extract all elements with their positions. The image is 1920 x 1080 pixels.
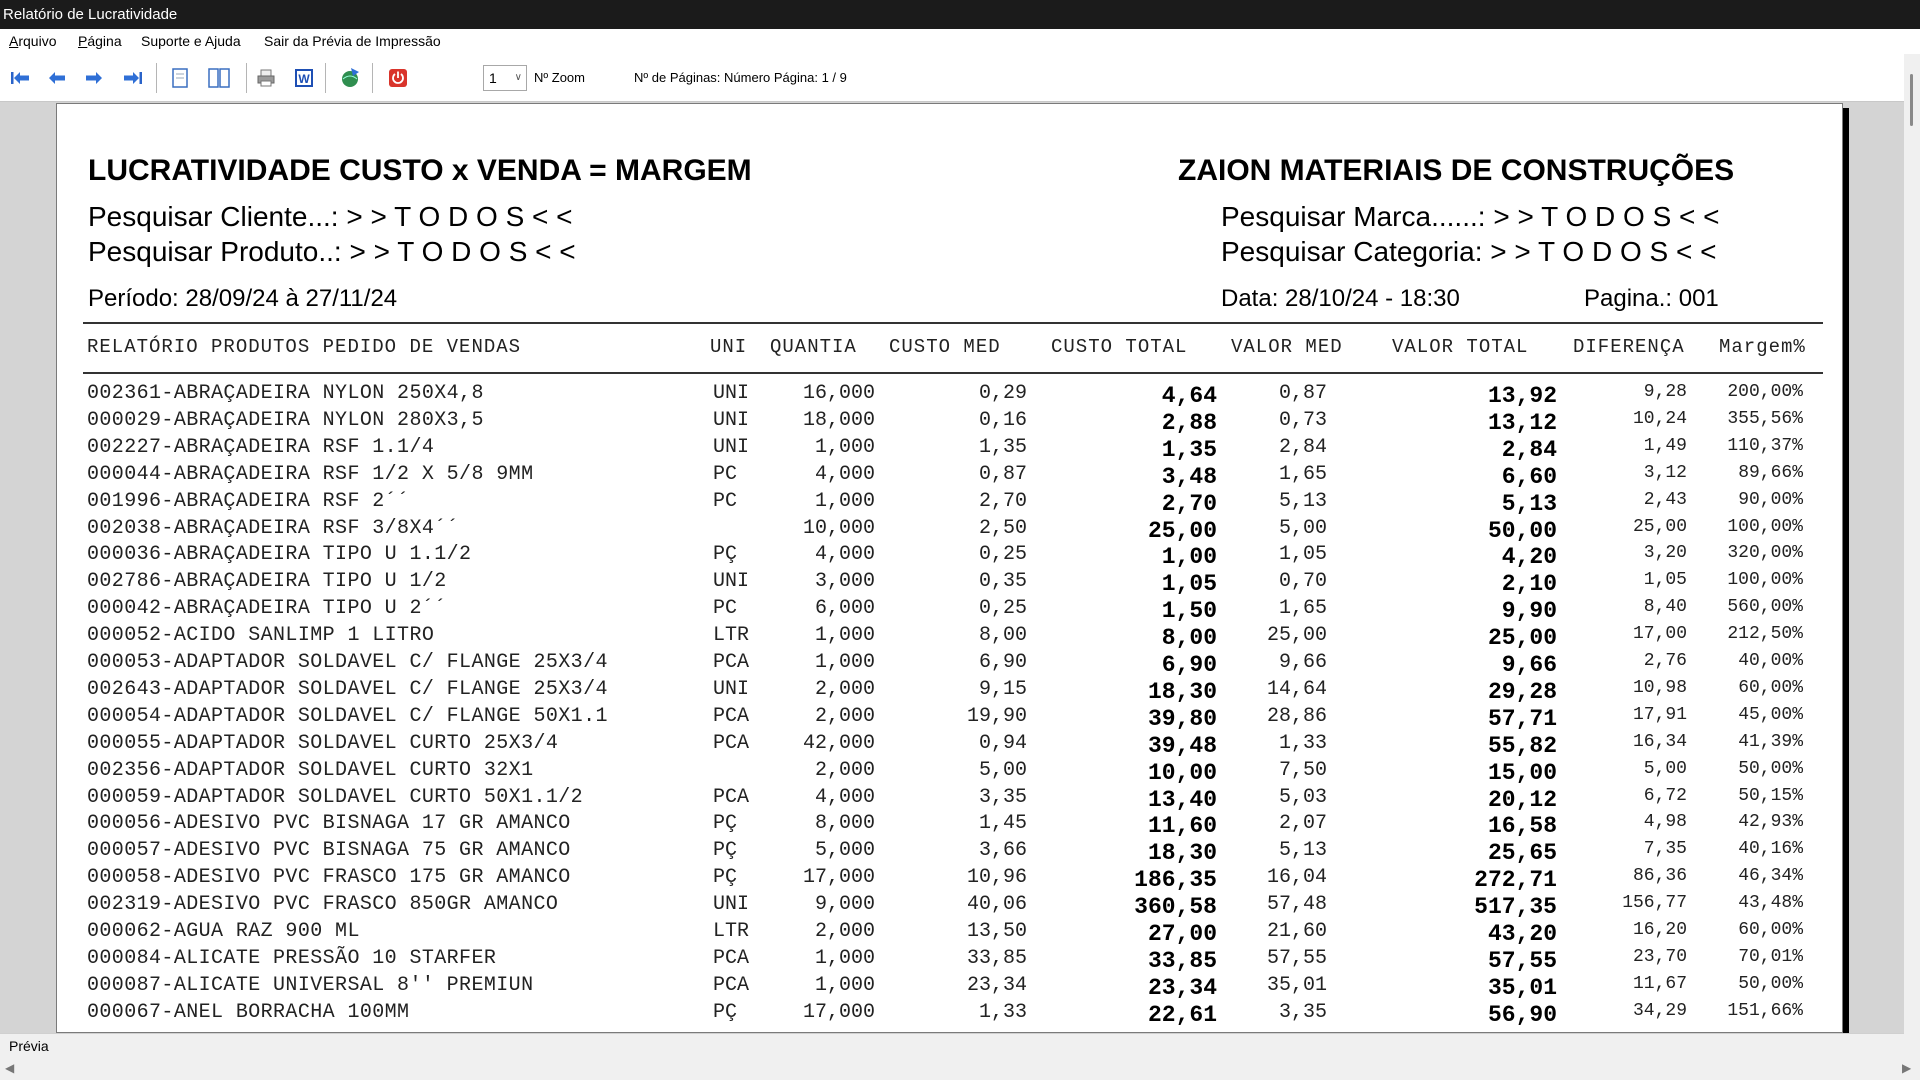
cell-valor-med: 2,84 xyxy=(1278,435,1327,459)
cell-produto: 000084-ALICATE PRESSÃO 10 STARFER xyxy=(87,946,497,970)
cell-valor-med: 9,66 xyxy=(1278,651,1327,674)
cell-uni: PCA xyxy=(713,651,750,674)
cell-valor-total: 57,55 xyxy=(1487,947,1557,974)
cell-quantia: 6,000 xyxy=(814,597,875,621)
cell-valor-total: 15,00 xyxy=(1487,759,1557,786)
header-divider-bottom xyxy=(83,372,1823,374)
cell-produto: 000058-ADESIVO PVC FRASCO 175 GR AMANCO xyxy=(87,866,571,890)
cell-uni: PÇ xyxy=(713,1000,738,1024)
cell-diferenca: 16,34 xyxy=(1632,731,1687,752)
table-row xyxy=(57,786,1843,813)
cell-valor-total: 25,65 xyxy=(1487,840,1557,867)
cell-valor-total: 4,20 xyxy=(1501,544,1557,571)
cell-custo-total: 39,80 xyxy=(1147,705,1217,732)
cell-quantia: 10,000 xyxy=(802,516,875,540)
cell-custo-med: 0,29 xyxy=(978,382,1027,405)
cell-custo-med: 3,66 xyxy=(978,839,1027,863)
table-row xyxy=(57,705,1843,732)
cell-diferenca: 1,49 xyxy=(1643,435,1687,456)
cell-valor-total: 9,66 xyxy=(1501,652,1557,678)
print-icon[interactable] xyxy=(254,66,278,90)
cell-margem: 560,00% xyxy=(1727,597,1803,618)
cell-uni: PC xyxy=(713,597,738,621)
table-row xyxy=(57,732,1843,759)
previous-page-icon[interactable] xyxy=(45,66,69,90)
cell-custo-med: 1,35 xyxy=(978,435,1027,459)
cell-produto: 000036-ABRAÇADEIRA TIPO U 1.1/2 xyxy=(87,543,472,567)
cell-valor-total: 56,90 xyxy=(1487,1001,1557,1028)
cell-diferenca: 2,43 xyxy=(1643,489,1687,510)
cell-valor-med: 1,33 xyxy=(1278,731,1327,755)
cell-custo-med: 23,34 xyxy=(966,973,1027,997)
scroll-right-icon[interactable]: ▶ xyxy=(1902,1061,1912,1075)
cell-valor-total: 9,90 xyxy=(1501,598,1557,625)
table-row xyxy=(57,597,1843,624)
cell-quantia: 2,000 xyxy=(814,677,875,701)
cell-diferenca: 7,35 xyxy=(1643,839,1687,860)
cell-valor-med: 57,55 xyxy=(1266,946,1327,970)
cell-quantia: 1,000 xyxy=(814,651,875,674)
cell-margem: 50,15% xyxy=(1738,785,1803,806)
toolbar xyxy=(0,54,1904,102)
zoom-label: Nº Zoom xyxy=(534,70,585,85)
cell-custo-total: 18,30 xyxy=(1147,840,1217,867)
cell-custo-total: 10,00 xyxy=(1147,759,1217,786)
cell-custo-med: 19,90 xyxy=(966,704,1027,728)
menu-pagina[interactable]: Página xyxy=(78,33,122,49)
table-row xyxy=(57,678,1843,705)
cell-quantia: 2,000 xyxy=(814,704,875,728)
cell-valor-total: 13,92 xyxy=(1487,383,1557,409)
cell-valor-med: 0,70 xyxy=(1278,570,1327,594)
cell-uni: UNI xyxy=(713,408,750,432)
cell-valor-med: 0,87 xyxy=(1278,382,1327,405)
cell-margem: 46,34% xyxy=(1738,866,1803,887)
cell-valor-total: 2,10 xyxy=(1501,571,1557,598)
table-row xyxy=(57,463,1843,490)
table-row xyxy=(57,974,1843,1001)
table-row xyxy=(57,517,1843,544)
cell-quantia: 5,000 xyxy=(814,839,875,863)
cell-produto: 000042-ABRAÇADEIRA TIPO U 2´´ xyxy=(87,597,447,621)
report-periodo: Período: 28/09/24 à 27/11/24 xyxy=(88,285,398,312)
cell-valor-total: 5,13 xyxy=(1501,490,1557,517)
cell-custo-total: 25,00 xyxy=(1147,517,1217,544)
company-name: ZAION MATERIAIS DE CONSTRUÇÕES xyxy=(1178,154,1735,187)
cell-custo-total: 4,64 xyxy=(1161,383,1217,409)
cell-custo-med: 0,87 xyxy=(978,462,1027,486)
cell-diferenca: 2,76 xyxy=(1643,651,1687,671)
cell-valor-total: 13,12 xyxy=(1487,409,1557,436)
cell-produto: 000054-ADAPTADOR SOLDAVEL C/ FLANGE 50X1.1 xyxy=(87,704,608,728)
cell-diferenca: 16,20 xyxy=(1632,920,1687,940)
cell-diferenca: 3,12 xyxy=(1643,462,1687,483)
cell-custo-med: 1,33 xyxy=(978,1000,1027,1024)
cell-valor-med: 2,07 xyxy=(1278,812,1327,836)
cell-quantia: 8,000 xyxy=(814,812,875,836)
col-valor-med: VALOR MED xyxy=(1231,336,1343,358)
cell-diferenca: 6,72 xyxy=(1643,785,1687,806)
cell-quantia: 4,000 xyxy=(814,462,875,486)
cell-custo-total: 18,30 xyxy=(1147,678,1217,705)
cell-uni: PÇ xyxy=(713,812,738,836)
cell-diferenca: 9,28 xyxy=(1643,382,1687,402)
cell-custo-total: 2,70 xyxy=(1161,490,1217,517)
cell-margem: 320,00% xyxy=(1727,543,1803,564)
cell-margem: 41,39% xyxy=(1738,731,1803,752)
cell-produto: 000029-ABRAÇADEIRA NYLON 280X3,5 xyxy=(87,408,484,432)
table-row xyxy=(57,409,1843,436)
col-custo-med: CUSTO MED xyxy=(889,336,1001,358)
page-select-value: 1 xyxy=(489,70,497,86)
cell-uni: PÇ xyxy=(713,543,738,567)
cell-margem: 50,00% xyxy=(1738,758,1803,779)
cell-valor-total: 6,60 xyxy=(1501,463,1557,490)
cell-margem: 40,16% xyxy=(1738,839,1803,860)
cell-uni: UNI xyxy=(713,435,750,459)
cell-produto: 002038-ABRAÇADEIRA RSF 3/8X4´´ xyxy=(87,516,460,540)
cell-custo-med: 0,25 xyxy=(978,597,1027,621)
cell-custo-total: 3,48 xyxy=(1161,463,1217,490)
cell-quantia: 1,000 xyxy=(814,973,875,997)
cell-custo-total: 360,58 xyxy=(1134,894,1217,921)
cell-valor-med: 5,13 xyxy=(1278,839,1327,863)
cell-custo-med: 13,50 xyxy=(966,920,1027,943)
cell-diferenca: 4,98 xyxy=(1643,812,1687,833)
cell-produto: 002319-ADESIVO PVC FRASCO 850GR AMANCO xyxy=(87,893,559,917)
cell-custo-total: 27,00 xyxy=(1147,921,1217,947)
cell-produto: 002643-ADAPTADOR SOLDAVEL C/ FLANGE 25X3/4 xyxy=(87,677,608,701)
col-custo-total: CUSTO TOTAL xyxy=(1051,336,1188,358)
cell-valor-total: 20,12 xyxy=(1487,786,1557,813)
cell-produto: 000044-ABRAÇADEIRA RSF 1/2 X 5/8 9MM xyxy=(87,462,534,486)
table-row xyxy=(57,570,1843,597)
preview-area xyxy=(0,103,1904,1033)
cell-diferenca: 25,00 xyxy=(1632,516,1687,537)
cell-custo-med: 2,50 xyxy=(978,516,1027,540)
horizontal-scrollbar[interactable] xyxy=(0,1058,1920,1080)
col-uni: UNI xyxy=(710,336,748,358)
cell-valor-med: 28,86 xyxy=(1266,704,1327,728)
cell-uni: PCA xyxy=(713,946,750,970)
cell-diferenca: 156,77 xyxy=(1622,893,1687,914)
cell-produto: 002227-ABRAÇADEIRA RSF 1.1/4 xyxy=(87,435,435,459)
next-page-icon[interactable] xyxy=(82,66,106,90)
cell-valor-med: 5,00 xyxy=(1278,516,1327,540)
filter-categoria: Pesquisar Categoria: > > T O D O S < < xyxy=(1221,236,1717,267)
menu-bar xyxy=(0,29,1920,54)
close-preview-icon[interactable] xyxy=(386,66,410,90)
cell-valor-med: 3,35 xyxy=(1278,1000,1327,1024)
cell-margem: 151,66% xyxy=(1727,1000,1803,1021)
page-select[interactable] xyxy=(483,65,527,91)
chevron-down-icon: ∨ xyxy=(514,72,522,83)
cell-valor-total: 43,20 xyxy=(1487,921,1557,947)
menu-sair-previa[interactable]: Sair da Prévia de Impressão xyxy=(264,33,441,49)
window-title: Relatório de Lucratividade xyxy=(0,0,1920,29)
cell-margem: 110,37% xyxy=(1727,435,1803,456)
cell-quantia: 1,000 xyxy=(814,489,875,513)
report-pagina: Pagina.: 001 xyxy=(1584,285,1719,312)
cell-custo-med: 33,85 xyxy=(966,946,1027,970)
cell-custo-med: 10,96 xyxy=(966,866,1027,890)
col-valor-total: VALOR TOTAL xyxy=(1392,336,1529,358)
header-divider-top xyxy=(83,322,1823,324)
cell-quantia: 3,000 xyxy=(814,570,875,594)
cell-custo-total: 39,48 xyxy=(1147,732,1217,759)
cell-valor-med: 25,00 xyxy=(1266,624,1327,648)
table-row xyxy=(57,920,1843,947)
cell-custo-total: 11,60 xyxy=(1147,813,1217,840)
last-page-icon[interactable] xyxy=(121,66,145,90)
cell-custo-total: 6,90 xyxy=(1161,652,1217,678)
first-page-icon[interactable] xyxy=(8,66,32,90)
cell-custo-med: 8,00 xyxy=(978,624,1027,648)
cell-uni: UNI xyxy=(713,382,750,405)
cell-valor-total: 50,00 xyxy=(1487,517,1557,544)
cell-custo-med: 9,15 xyxy=(978,677,1027,701)
cell-uni: PÇ xyxy=(713,839,738,863)
cell-valor-med: 7,50 xyxy=(1278,758,1327,782)
menu-suporte-ajuda[interactable]: Suporte e Ajuda xyxy=(141,33,241,49)
cell-margem: 70,01% xyxy=(1738,946,1803,967)
filter-marca: Pesquisar Marca......: > > T O D O S < < xyxy=(1221,201,1720,232)
cell-valor-med: 16,04 xyxy=(1266,866,1327,890)
cell-valor-total: 55,82 xyxy=(1487,732,1557,759)
page-count-info: Nº de Páginas: Número Página: 1 / 9 xyxy=(634,70,847,85)
single-page-icon[interactable] xyxy=(168,66,192,90)
cell-margem: 50,00% xyxy=(1738,973,1803,994)
cell-uni: PC xyxy=(713,489,738,513)
table-row xyxy=(57,866,1843,893)
cell-margem: 90,00% xyxy=(1738,489,1803,510)
cell-margem: 45,00% xyxy=(1738,704,1803,725)
cell-diferenca: 11,67 xyxy=(1632,973,1687,994)
cell-custo-med: 1,45 xyxy=(978,812,1027,836)
cell-custo-total: 1,50 xyxy=(1161,598,1217,625)
cell-uni: UNI xyxy=(713,677,750,701)
cell-diferenca: 5,00 xyxy=(1643,758,1687,779)
cell-diferenca: 23,70 xyxy=(1632,946,1687,967)
cell-uni: PCA xyxy=(713,785,750,809)
cell-uni: PCA xyxy=(713,704,750,728)
cell-diferenca: 86,36 xyxy=(1632,866,1687,887)
cell-valor-med: 1,65 xyxy=(1278,462,1327,486)
status-bar: Prévia xyxy=(0,1033,1904,1058)
cell-diferenca: 17,91 xyxy=(1632,704,1687,725)
table-row xyxy=(57,812,1843,839)
table-row xyxy=(57,436,1843,463)
cell-custo-med: 2,70 xyxy=(978,489,1027,513)
cell-valor-med: 1,65 xyxy=(1278,597,1327,621)
cell-quantia: 18,000 xyxy=(802,408,875,432)
filter-cliente: Pesquisar Cliente...: > > T O D O S < < xyxy=(88,201,573,232)
cell-quantia: 4,000 xyxy=(814,785,875,809)
cell-quantia: 42,000 xyxy=(802,731,875,755)
cell-produto: 000067-ANEL BORRACHA 100MM xyxy=(87,1000,410,1024)
cell-produto: 000062-AGUA RAZ 900 ML xyxy=(87,920,360,943)
export-web-icon[interactable] xyxy=(338,66,362,90)
cell-margem: 100,00% xyxy=(1727,570,1803,591)
cell-valor-total: 272,71 xyxy=(1474,867,1557,894)
cell-diferenca: 3,20 xyxy=(1643,543,1687,564)
table-row xyxy=(57,947,1843,974)
cell-uni: LTR xyxy=(713,624,750,648)
col-quantia: QUANTIA xyxy=(770,336,857,358)
cell-produto: 000059-ADAPTADOR SOLDAVEL CURTO 50X1.1/2 xyxy=(87,785,584,809)
table-row xyxy=(57,839,1843,866)
cell-custo-total: 1,05 xyxy=(1161,571,1217,598)
cell-custo-total: 1,35 xyxy=(1161,436,1217,463)
cell-custo-med: 40,06 xyxy=(966,893,1027,917)
cell-valor-total: 57,71 xyxy=(1487,705,1557,732)
two-pages-icon[interactable] xyxy=(207,66,231,90)
word-export-icon[interactable] xyxy=(292,66,316,90)
cell-produto: 000055-ADAPTADOR SOLDAVEL CURTO 25X3/4 xyxy=(87,731,559,755)
cell-margem: 40,00% xyxy=(1738,651,1803,671)
cell-valor-total: 25,00 xyxy=(1487,625,1557,652)
cell-margem: 42,93% xyxy=(1738,812,1803,833)
cell-uni: PCA xyxy=(713,973,750,997)
cell-produto: 000087-ALICATE UNIVERSAL 8'' PREMIUN xyxy=(87,973,534,997)
cell-custo-total: 8,00 xyxy=(1161,625,1217,652)
cell-valor-med: 0,73 xyxy=(1278,408,1327,432)
table-row xyxy=(57,490,1843,517)
cell-custo-total: 13,40 xyxy=(1147,786,1217,813)
cell-uni: LTR xyxy=(713,920,750,943)
cell-valor-med: 21,60 xyxy=(1266,920,1327,943)
table-row xyxy=(57,624,1843,651)
cell-valor-total: 517,35 xyxy=(1474,894,1557,921)
cell-produto: 000056-ADESIVO PVC BISNAGA 17 GR AMANCO xyxy=(87,812,571,836)
cell-margem: 89,66% xyxy=(1738,462,1803,483)
cell-uni: UNI xyxy=(713,893,750,917)
cell-margem: 212,50% xyxy=(1727,624,1803,645)
cell-diferenca: 34,29 xyxy=(1632,1000,1687,1021)
cell-quantia: 17,000 xyxy=(802,1000,875,1024)
cell-diferenca: 10,98 xyxy=(1632,677,1687,698)
cell-quantia: 1,000 xyxy=(814,624,875,648)
table-row xyxy=(57,543,1843,570)
cell-quantia: 2,000 xyxy=(814,920,875,943)
cell-valor-total: 29,28 xyxy=(1487,678,1557,705)
cell-custo-total: 22,61 xyxy=(1147,1001,1217,1028)
cell-custo-med: 5,00 xyxy=(978,758,1027,782)
col-diferenca: DIFERENÇA xyxy=(1573,336,1685,358)
cell-valor-med: 1,05 xyxy=(1278,543,1327,567)
table-row xyxy=(57,651,1843,678)
cell-diferenca: 17,00 xyxy=(1632,624,1687,645)
cell-quantia: 9,000 xyxy=(814,893,875,917)
cell-uni: PC xyxy=(713,462,738,486)
cell-custo-med: 3,35 xyxy=(978,785,1027,809)
scroll-left-icon[interactable]: ◀ xyxy=(5,1061,15,1075)
cell-quantia: 1,000 xyxy=(814,435,875,459)
cell-produto: 002356-ADAPTADOR SOLDAVEL CURTO 32X1 xyxy=(87,758,534,782)
cell-margem: 43,48% xyxy=(1738,893,1803,914)
cell-uni: PÇ xyxy=(713,866,738,890)
cell-produto: 000053-ADAPTADOR SOLDAVEL C/ FLANGE 25X3/4 xyxy=(87,651,608,674)
cell-produto: 002786-ABRAÇADEIRA TIPO U 1/2 xyxy=(87,570,447,594)
report-page xyxy=(56,103,1843,1033)
cell-custo-med: 6,90 xyxy=(978,651,1027,674)
col-margem: Margem% xyxy=(1719,336,1806,358)
report-data: Data: 28/10/24 - 18:30 xyxy=(1221,285,1460,312)
cell-custo-total: 1,00 xyxy=(1161,544,1217,571)
cell-custo-total: 23,34 xyxy=(1147,974,1217,1001)
col-produto: RELATÓRIO PRODUTOS PEDIDO DE VENDAS xyxy=(87,336,522,358)
cell-valor-med: 5,03 xyxy=(1278,785,1327,809)
cell-valor-total: 35,01 xyxy=(1487,974,1557,1001)
cell-produto: 000052-ACIDO SANLIMP 1 LITRO xyxy=(87,624,435,648)
cell-custo-total: 33,85 xyxy=(1147,947,1217,974)
cell-quantia: 4,000 xyxy=(814,543,875,567)
cell-valor-total: 16,58 xyxy=(1487,813,1557,840)
cell-custo-med: 0,25 xyxy=(978,543,1027,567)
cell-valor-med: 35,01 xyxy=(1266,973,1327,997)
filter-produto: Pesquisar Produto..: > > T O D O S < < xyxy=(88,236,576,267)
report-title: LUCRATIVIDADE CUSTO x VENDA = MARGEM xyxy=(88,154,752,187)
cell-quantia: 17,000 xyxy=(802,866,875,890)
cell-valor-total: 2,84 xyxy=(1501,436,1557,463)
cell-quantia: 2,000 xyxy=(814,758,875,782)
cell-custo-med: 0,94 xyxy=(978,731,1027,755)
cell-quantia: 16,000 xyxy=(802,382,875,405)
cell-margem: 200,00% xyxy=(1727,382,1803,402)
cell-diferenca: 1,05 xyxy=(1643,570,1687,591)
cell-uni: PCA xyxy=(713,731,750,755)
menu-arquivo[interactable]: Arquivo xyxy=(9,33,57,49)
cell-produto: 001996-ABRAÇADEIRA RSF 2´´ xyxy=(87,489,410,513)
cell-custo-med: 0,35 xyxy=(978,570,1027,594)
cell-produto: 000057-ADESIVO PVC BISNAGA 75 GR AMANCO xyxy=(87,839,571,863)
cell-margem: 60,00% xyxy=(1738,920,1803,940)
table-row xyxy=(57,382,1843,409)
cell-margem: 355,56% xyxy=(1727,408,1803,429)
cell-produto: 002361-ABRAÇADEIRA NYLON 250X4,8 xyxy=(87,382,484,405)
cell-diferenca: 8,40 xyxy=(1643,597,1687,618)
cell-valor-med: 57,48 xyxy=(1266,893,1327,917)
cell-custo-total: 186,35 xyxy=(1134,867,1217,894)
cell-margem: 100,00% xyxy=(1727,516,1803,537)
vertical-scrollbar[interactable] xyxy=(1904,54,1920,1064)
cell-margem: 60,00% xyxy=(1738,677,1803,698)
cell-diferenca: 10,24 xyxy=(1632,408,1687,429)
table-row xyxy=(57,1001,1843,1028)
cell-uni: UNI xyxy=(713,570,750,594)
vertical-scrollbar-thumb[interactable] xyxy=(1910,74,1913,126)
cell-quantia: 1,000 xyxy=(814,946,875,970)
table-row xyxy=(57,893,1843,920)
cell-custo-med: 0,16 xyxy=(978,408,1027,432)
table-row xyxy=(57,759,1843,786)
cell-valor-med: 5,13 xyxy=(1278,489,1327,513)
cell-custo-total: 2,88 xyxy=(1161,409,1217,436)
cell-valor-med: 14,64 xyxy=(1266,677,1327,701)
svg-text:W: W xyxy=(298,72,310,86)
